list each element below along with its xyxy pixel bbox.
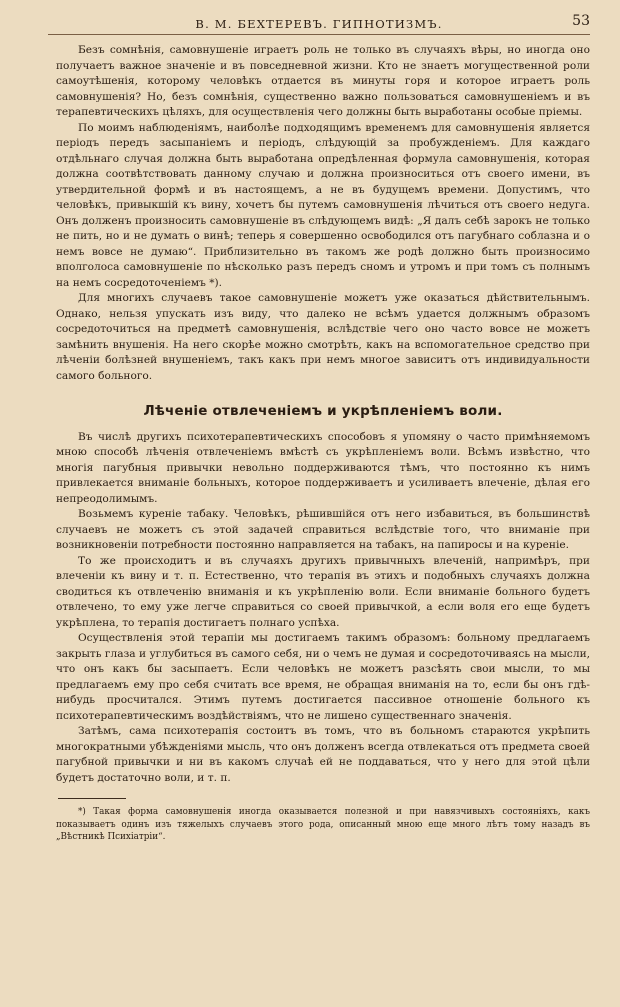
running-header [48, 0, 590, 35]
main-text [56, 43, 590, 786]
footnote [56, 806, 590, 844]
paragraph: Возьмемъ куреніе табаку. Человѣкъ, рѣшившійся отъ него избавиться, въ большинствѣ случаевъ не можетъ съ этой задачей справиться вслѣдствіе того, что вниманіе при возникновеніи потребности постоянно направляется на табакъ, на папиросы и на куреніе. [56, 508, 590, 551]
paragraph: По моимъ наблюденіямъ, наиболѣе подходящимъ временемъ для самовнушенія является періодъ передъ засыпаніемъ и періодъ, слѣдующій за пробужденіемъ. Для каждаго отдѣльнаго случая должна быть выработана опредѣленная формула самовнушенія, которая должна соотвѣтствовать данному случаю и должна произноситься отъ своего имени, въ утвердительной формѣ и въ настоящемъ, а не въ будущемъ времени. Допустимъ, что человѣкъ, привыкшій къ вину, хочетъ бы путемъ самовнушенія лѣчиться отъ своего недуга. Онъ долженъ произносить самовнушеніе въ слѣдующемъ видѣ: „Я далъ себѣ зарокъ не только не пить, но и не думать о винѣ; теперь я совершенно освободился отъ пагубнаго соблазна и о немъ вовсе не думаю“. Приблизительно въ такомъ же родѣ должно быть произносимо вполголоса самовнушеніе по нѣсколько разъ передъ сномъ и утромъ и при томъ съ полнымъ на немъ сосредоточеніемъ *). [56, 121, 590, 289]
footnote-text: *) Такая форма самовнушенія иногда оказывается полезной и при навязчивыхъ состояніяхъ, какъ показываетъ одинъ изъ тяжелыхъ случаевъ этого рода, описанный мною еще много лѣтъ тому назадъ въ „Вѣстникѣ Психіатріи“. [56, 807, 590, 842]
paragraph: Безъ сомнѣнія, самовнушеніе играетъ роль не только въ случаяхъ вѣры, но иногда оно получаетъ важное значеніе и въ повседневной жизни. Кто не знаетъ могущественной роли самоутѣшенія, которому человѣкъ отдается въ минуты горя и которое играетъ роль самовнушенія? Но, безъ сомнѣнія, существенно важно пользоваться самовнушеніемъ и въ терапевтическихъ цѣляхъ, для осуществленія чего должны быть выработаны особые пріемы. [56, 44, 590, 118]
page-number: 53 [572, 13, 590, 29]
paragraph: То же происходитъ и въ случаяхъ другихъ привычныхъ влеченій, напримѣръ, при влеченіи къ вину и т. п. Естественно, что терапія въ этихъ и подобныхъ случаяхъ должна сводиться къ отвлеченію вниманія и къ укрѣпленію воли. Если вниманіе больного будетъ отвлечено, то ему уже легче справиться со своей привычкой, а если воля его еще будетъ укрѣплена, то терапія достигаетъ полнаго успѣха. [56, 554, 590, 629]
section-heading: Лѣченіе отвлеченіемъ и укрѣпленіемъ воли. [143, 403, 503, 419]
paragraph: Въ числѣ другихъ психотерапевтическихъ способовъ я упомяну о часто примѣняемомъ мною способѣ лѣченія отвлеченіемъ вмѣстѣ съ укрѣпленіемъ воли. Всѣмъ извѣстно, что многія пагубныя привычки невольно поддерживаются тѣмъ, что постоянно къ нимъ привлекается вниманіе больныхъ, которое поддерживаетъ и усиливаетъ влеченіе, дѣлая его непреодолимымъ. [56, 430, 590, 505]
paragraph: Затѣмъ, сама психотерапія состоитъ въ томъ, что въ больномъ стараются укрѣпить многократными убѣжденіями мысль, что онъ долженъ всегда отвлекаться отъ предмета своей пагубной привычки и ни въ какомъ случаѣ ей не поддаваться, что у него для этой цѣли будетъ достаточно воли, и т. п. [56, 725, 590, 784]
paragraph: Осуществленія этой терапіи мы достигаемъ такимъ образомъ: больному предлагаемъ закрыть глаза и углубиться въ самого себя, ни о чемъ не думая и сосредоточиваясь на мысли, что онъ какъ бы засыпаетъ. Если человѣкъ не можетъ разсѣять свои мысли, то мы предлагаемъ ему про себя считать все время, не обращая вниманія на то, если бы онъ гдѣ-нибудь просчитался. Этимъ путемъ достигается пассивное отношеніе больного къ психотерапевтическимъ воздѣйствіямъ, что не лишено существеннаго значенія. [56, 632, 590, 722]
footnote-divider [58, 798, 126, 799]
paragraph: Для многихъ случаевъ такое самовнушеніе можетъ уже оказаться дѣйствительнымъ. Однако, нельзя упускать изъ виду, что далеко не всѣмъ удается должнымъ образомъ сосредоточиться на предметѣ самовнушенія, вслѣдствіе чего оно часто вовсе не можетъ замѣнить внушенія. На него скорѣе можно смотрѣть, какъ на вспомогательное средство при лѣченіи болѣзней внушеніемъ, такъ какъ при немъ многое зависитъ отъ индивидуальности самого больного. [56, 292, 590, 382]
running-title: В. М. БЕХТЕРЕВЪ. ГИПНОТИЗМЪ. [195, 17, 443, 31]
